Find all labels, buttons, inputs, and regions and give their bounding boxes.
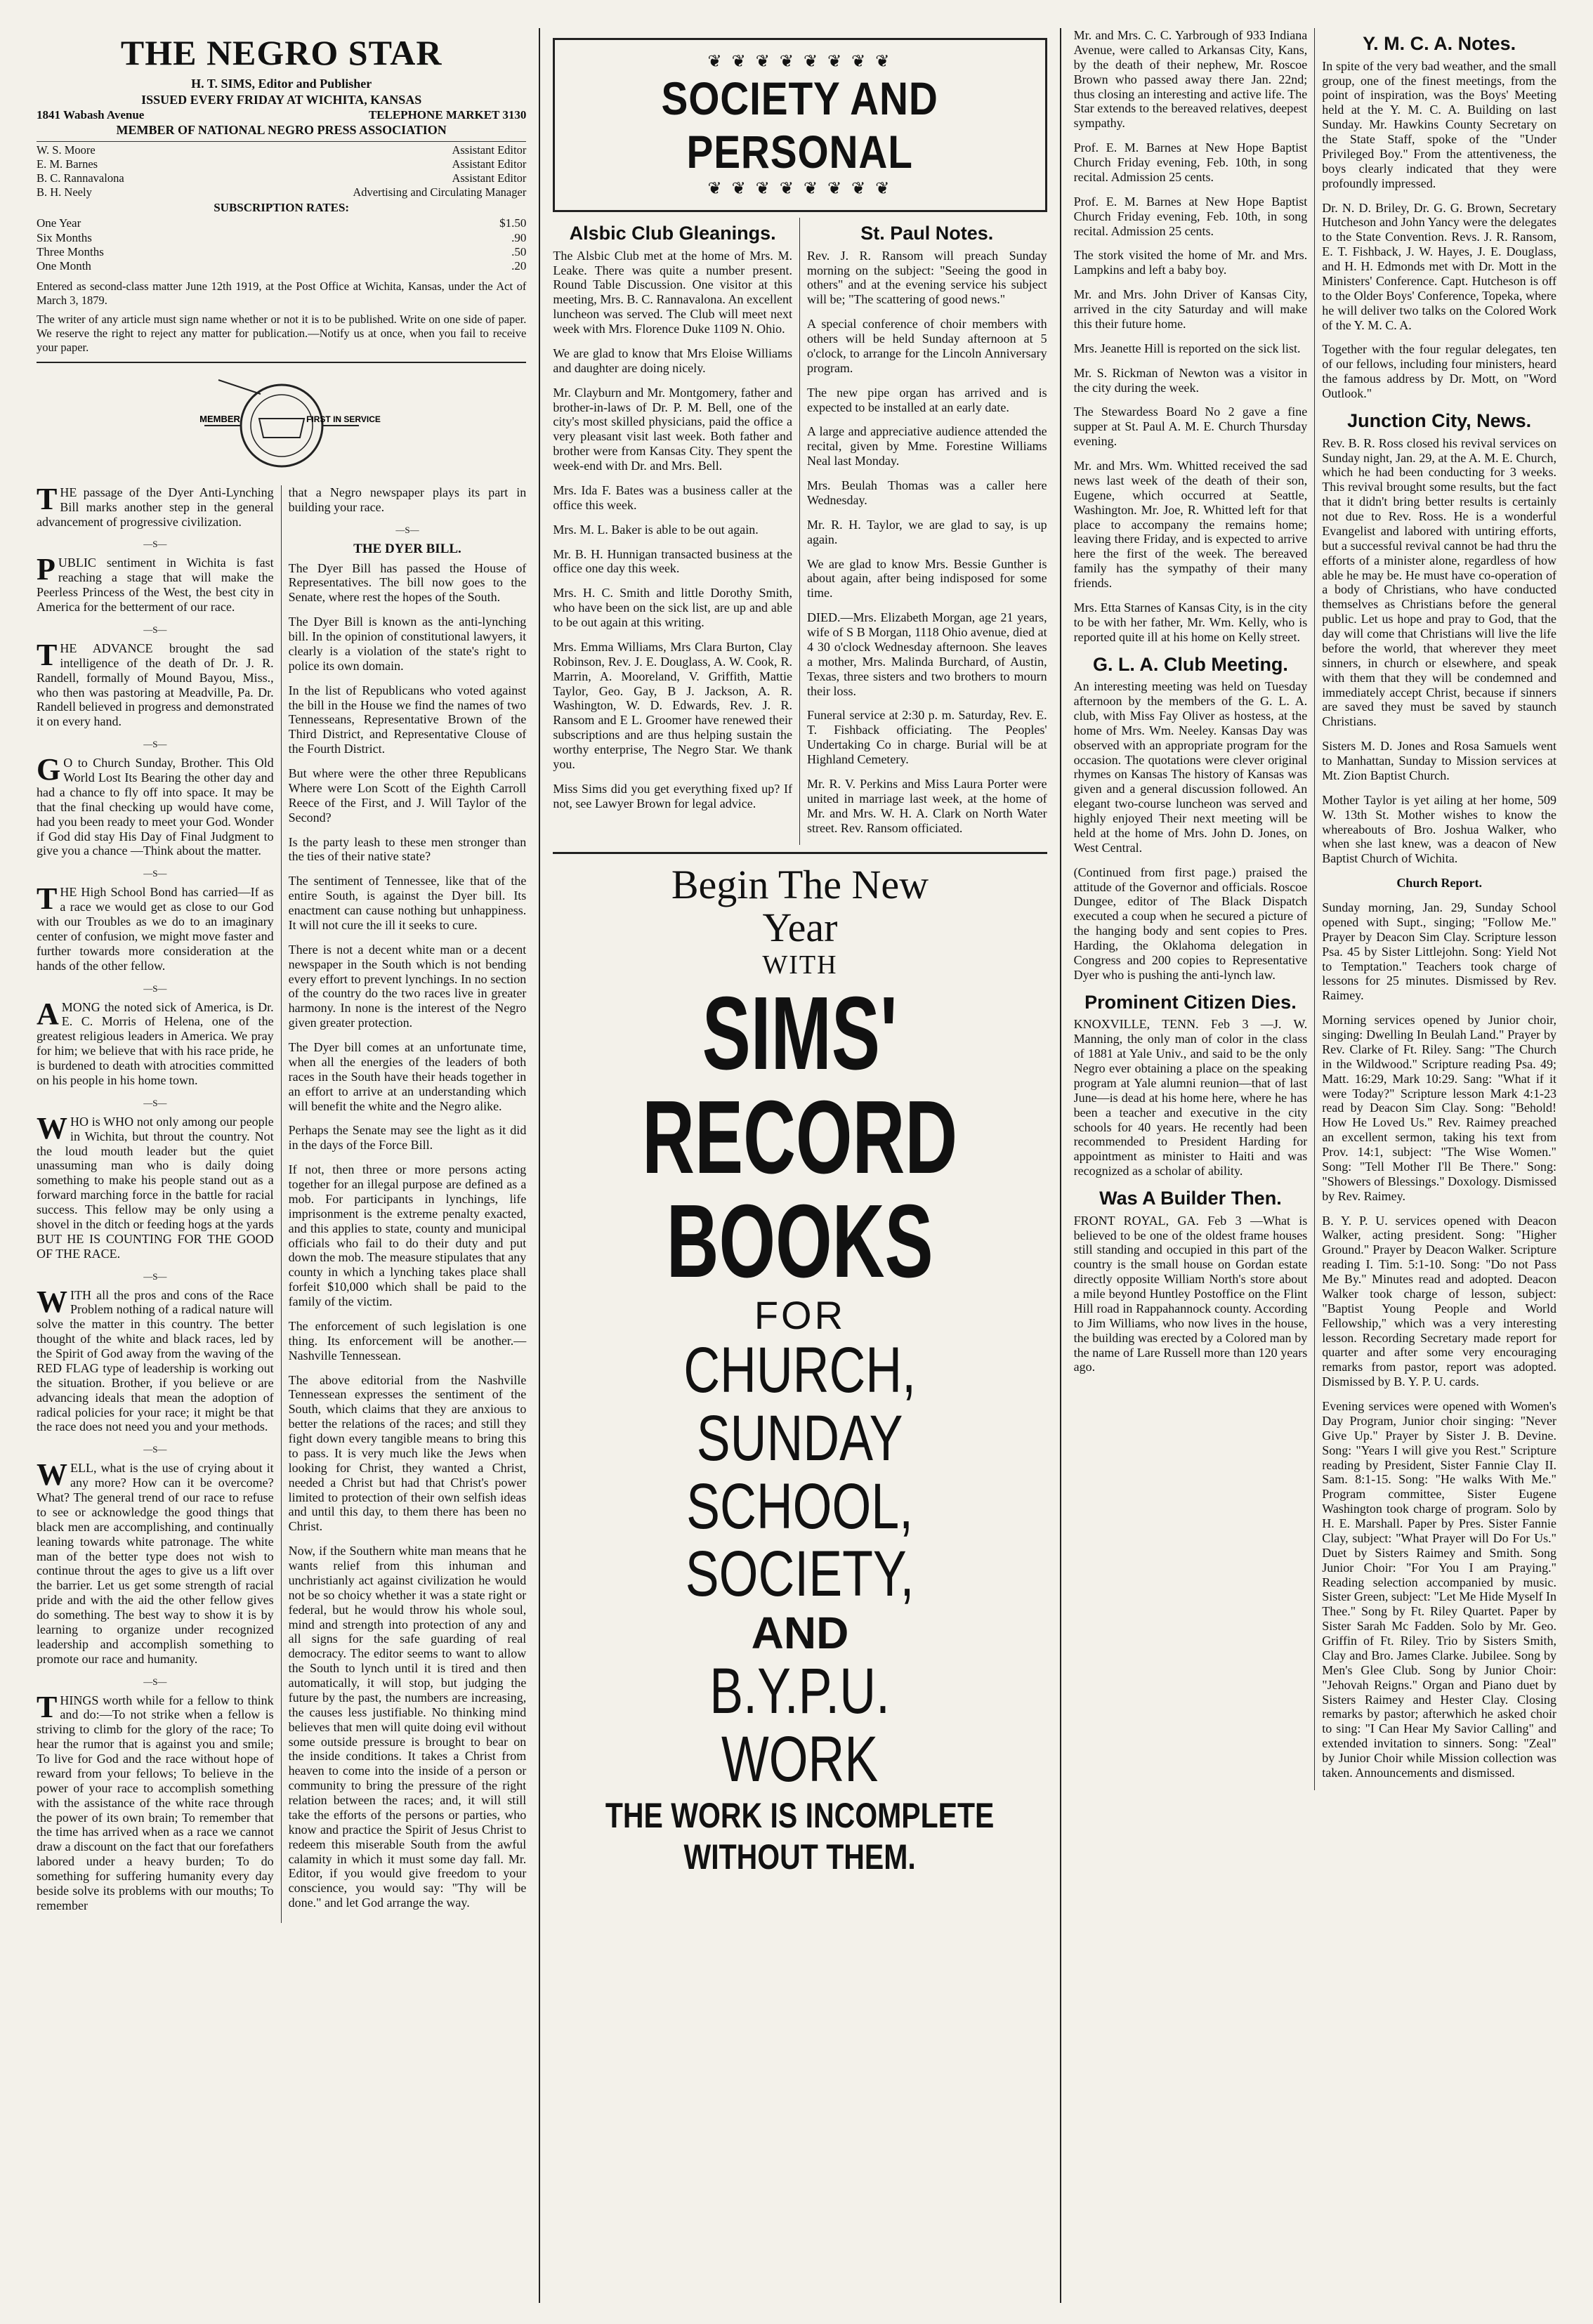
news-paragraph: Funeral service at 2:30 p. m. Saturday, Rev. E. T. Fishback officiating. The Peoples' Undertaking Co in charge. Burial will be at Highland Cemetery. — [806, 708, 1047, 767]
flourish-bottom: ❦ ❦ ❦ ❦ ❦ ❦ ❦ ❦ — [707, 180, 893, 198]
junction-heading: Junction City, News. — [1347, 409, 1532, 431]
news-paragraph: Morning services opened by Junior choir, singing: Dwelling In Beulah Land." Prayer by Rev. Clarke of Ft. Riley. Sang: "The Church in the Wildwood." Scripture reading Psa. 49; Matt. 16:29, Mark 10:29. Sang: "What if it were Today?" Scripture lesson Mark 4:1-23 read by Deacon Sim Clay. Song: "Behold! How He Loved Us." Rev. Raimey preached an excellent sermon, taking his text from Prov. 14:1, subject: "The Wise Women." Song: "Tell Mother I'll Be There." Song: "Showers of Blessings." Doxology. Dismissed by Rev. Raimey. — [1322, 1013, 1556, 1203]
separator: —S— — [143, 983, 167, 994]
personals-column — [1074, 28, 1316, 1790]
editorial-paragraph: THE High School Bond has carried—If as a race we would get as close to our God with our Troubles as we do to an imaginary center of confusion, we might move faster and further towards more consideration at the hands of the other fellow. — [37, 881, 274, 973]
editorial-paragraph: WITH all the pros and cons of the Race Problem nothing of a radical nature will solve the matter in this country. The better thought of the white and black races, led by the Spirit of God away from the waving of the RED FLAG type of leadership is working out the situation. Brother, if you believe or are advancing ideals that mean the adoption of radical policies for your race; it might be that the race does not need you and your methods. — [37, 1284, 274, 1434]
editorial-paragraph: WELL, what is the use of crying about it any more? How can it be overcome? What? The general trend of our race to refuse to see or acknowledge the good things that black men are accomplishing, and continually leaning towards white patronage. The white man of the better type does not wish to continue throut the ages to give us a lift over the barrier. Let us get some strength of racial pride and with the aid the other fellow gives do something. The best way to show it is by learning to organize under recognized leadership and accomplish something to promote our race and humanity. — [37, 1457, 274, 1666]
news-paragraph: Mother Taylor is yet ailing at her home, 509 W. 13th St. Mother wishes to know the whereabouts of Bro. Joshua Walker, who when she last knew, was a deacon of New Baptist Church of Wichita. — [1322, 792, 1556, 866]
ad-line: B.Y.P.U. — [709, 1655, 891, 1728]
separator: —S— — [143, 868, 167, 879]
ymca-heading: Y. M. C. A. Notes. — [1363, 33, 1516, 54]
editorial-paragraph: But where were the other three Republicans Where were Lon Scott of the Eighth Carroll Reece of the First, and J. Will Taylor of the Second? — [288, 766, 527, 825]
column-news — [1061, 28, 1569, 2303]
society-columns — [553, 218, 1047, 845]
rates-table — [37, 216, 526, 274]
editorial-paragraph: The Dyer Bill has passed the House of Representatives. The bill now goes to the Senate, where rest the hopes of the South. — [288, 560, 527, 605]
masthead-telephone: TELEPHONE MARKET 3130 — [368, 108, 527, 122]
editorial-paragraph: THINGS worth while for a fellow to think and do:—To not strike when a fellow is striving to climb for the glory of the race; To hear the rumor that is against you and smile; To live for God and the race without hope of reward from your fellows; To believe in the power of your race to accomplish something with the assistance of the white race through the power of its own brain; To remember that the time has arrived when as a race we cannot draw a discount on the fact that our forefathers labored under a heavy burden; To do something for suffering humanity every day beside solve its problems with our mouths; To remember — [37, 1689, 274, 1912]
ad-line: RECORD — [642, 1079, 958, 1195]
separator: —S— — [143, 539, 167, 550]
dyer-bill-heading: THE DYER BILL. — [353, 541, 461, 556]
news-paragraph: DIED.—Mrs. Elizabeth Morgan, age 21 years, wife of S B Morgan, 1118 Ohio avenue, died at 4 30 o'clock Wednesday afternoon. She leaves a mother, Mrs. Malinda Burchard, of Austin, Texas, three sisters and two brothers to mourn their loss. — [806, 610, 1047, 698]
ad-line: CHURCH, — [683, 1334, 917, 1407]
news-paragraph: Mrs. Etta Starnes of Kansas City, is in the city to be with her father, Mr. Wm. Kelly, who is reported quite ill at his home on Kelly street. — [1073, 600, 1308, 644]
ad-line: WITH — [762, 950, 838, 980]
editorial-paragraph: that a Negro newspaper plays its part in building your race. — [288, 485, 527, 514]
column-society — [539, 28, 1061, 2303]
staff-list — [37, 141, 526, 200]
rates-title: SUBSCRIPTION RATES: — [214, 201, 350, 215]
masthead-editor: H. T. SIMS, Editor and Publisher — [191, 77, 372, 91]
ad-line: WORK — [721, 1723, 879, 1795]
editorial-paragraph: AMONG the noted sick of America, is Dr. E. C. Morris of Helena, one of the greatest religious leaders in America. We pray for him; we believe that with his race pride, he is burdened to death with atrocities committed on his people in his home town. — [37, 996, 274, 1087]
ad-line: FOR — [754, 1292, 846, 1337]
ad-line: AND — [751, 1607, 849, 1658]
news-paragraph: The stork visited the home of Mr. and Mrs. Lampkins and left a baby boy. — [1073, 248, 1308, 277]
editorial-paragraph: The above editorial from the Nashville Tennessean expresses the sentiment of the South, which claims that they are anxious to better the relations of the races; and still they fight down every tangible means to bring this to pass. It is very much like the Jews when looking for Christ, they wanted a Christ, needed a Christ but had that Christ's power limited to protection of their own selfish ideas and until this day, to them there has been no Christ. — [288, 1372, 527, 1534]
stpaul-heading: St. Paul Notes. — [860, 223, 994, 244]
separator: —S— — [143, 739, 167, 750]
emblem-left-label: MEMBER — [199, 413, 240, 424]
ad-line: Year — [762, 905, 838, 951]
staff-row: B. C. Rannavalona Assistant Editor — [37, 171, 527, 185]
society-title: SOCIETY AND PERSONAL — [661, 72, 939, 178]
press-emblem — [37, 373, 526, 478]
ad-line: Begin The New — [671, 862, 929, 908]
news-paragraph: Mr. and Mrs. Wm. Whitted received the sad news last week of the death of their son, Eugene, which occurred at Seattle, Washington. Mr. Joe, R. Whitted left for that place to accompany the remains home; leaving there Friday, and is expected to arrive here the first of the week. The bereaved family has the sympathy of their many friends. — [1073, 459, 1308, 590]
masthead-address: 1841 Wabash Avenue — [37, 108, 145, 122]
news-paragraph: We are glad to know that Mrs Eloise Williams and daughter are doing nicely. — [553, 346, 792, 375]
builder-heading: Was A Builder Then. — [1099, 1188, 1282, 1209]
editorial-paragraph: The sentiment of Tennessee, like that of the entire South, is against the Dyer bill. Its enactment can cause nothing but unhappiness. It will not cure the ill it seeks to cure. — [288, 874, 527, 932]
news-paragraph: Mr. and Mrs. C. C. Yarbrough of 933 Indiana Avenue, were called to Arkansas City, Kans, by the death of their nephew, Mr. Roscoe Brown who passed away there Jan. 22nd; thus closing an interesting and active life. The Star extends to the bereaved relatives, deepest sympathy. — [1073, 28, 1308, 131]
masthead-contact — [37, 107, 526, 122]
continued-paragraph: (Continued from first page.) praised the attitude of the Governor and officials. Roscoe Dungee, editor of The Black Dispatch executed a coup when he secured a picture of the hanging body and sent copies to Pres. Harding, the Oklahoma delegation in Congress and 200 copies to Representative Dyer who is pushing the anti-lynch law. — [1073, 865, 1308, 982]
rate-row: One Month .20 — [37, 259, 527, 273]
staff-row: W. S. Moore Assistant Editor — [37, 143, 527, 157]
news-paragraph: Prof. E. M. Barnes at New Hope Baptist Church Friday evening, Feb. 10th, in song recital. Admission 25 cents. — [1073, 194, 1308, 238]
news-paragraph: Rev. B. R. Ross closed his revival services on Sunday night, Jan. 29, at the A. M. E. Church, which he had been conducting for 3 weeks. This revival brought some results, but the fact that it didn't bring better results is certainly not due to Rev. Ross. He is a wonderful Evangelist and labored with untiring efforts, but a successful revival cannot be had thru the efforts of a minister alone, regardless of how able he may be. He must have co-operation of a body of Christians, who have conducted themselves as Christians before the general public. Let us hope and pray to God, that the day will come that Christians will live the life before the world, that wherever they meet sinners, in church or elsewhere, and speak with them that they will be condemned and immediately accept Christ, because if sinners are saved they must be saved by staunch Christians. — [1322, 435, 1556, 729]
news-paragraph: Mrs. M. L. Baker is able to be out again. — [553, 522, 759, 537]
separator: —S— — [143, 1271, 167, 1282]
press-seal-icon — [176, 373, 387, 478]
news-paragraph: Mr. R. H. Taylor, we are glad to say, is up again. — [806, 517, 1047, 546]
staff-row: B. H. Neely Advertising and Circulating Manager — [37, 185, 527, 199]
rate-row: Six Months .90 — [37, 230, 527, 244]
news-paragraph: We are glad to know Mrs. Bessie Gunther is about again, after being indisposed for some time. — [806, 556, 1047, 600]
separator: —S— — [143, 1444, 167, 1455]
news-paragraph: Mrs. Beulah Thomas was a caller here Wednesday. — [806, 478, 1047, 507]
news-paragraph: Together with the four regular delegates, ten of our fellows, including four ministers, heard the famous address by Dr. Mott, on "Word Outlook." — [1322, 342, 1556, 401]
masthead-member: MEMBER OF NATIONAL NEGRO PRESS ASSOCIATION — [116, 123, 447, 138]
separator: —S— — [395, 524, 419, 535]
rate-row: One Year $1.50 — [37, 216, 527, 230]
record-books-advertisement — [553, 852, 1047, 1875]
church-report-heading: Church Report. — [1396, 876, 1482, 891]
ad-line: WITHOUT THEM. — [683, 1837, 917, 1877]
rate-row: Three Months .50 — [37, 245, 527, 259]
alsbic-heading: Alsbic Club Gleanings. — [569, 223, 776, 244]
news-columns — [1074, 28, 1556, 1790]
ad-line: SOCIETY, — [686, 1538, 914, 1610]
news-paragraph: A special conference of choir members with others will be held Sunday afternoon at 5 o'clock, to arrange for the Lincoln Anniversary program. — [806, 317, 1047, 375]
editorial-paragraph: PUBLIC sentiment in Wichita is fast reaching a stage that will make the Peerless Princess of the West, the best city in America for the betterment of our race. — [37, 552, 274, 615]
editorial-right — [282, 485, 527, 1923]
notice-writer: The writer of any article must sign name whether or not it is to be published. Write on one side of paper. We reserve the right to reject any matter for publication.—Notify us at once, when you fail to receive your paper. — [37, 313, 527, 354]
news-paragraph: Mrs. Ida F. Bates was a business caller at the office this week. — [553, 482, 792, 512]
stpaul-column — [800, 218, 1047, 845]
editorial-left — [37, 481, 282, 1923]
news-paragraph: B. Y. P. U. services opened with Deacon Walker, acting president. Song: "Higher Ground." Prayer by Deacon Walker. Scripture reading I. Tim. 5:1-10. Song: "Do not Pass Me By." Minutes read and adopted. Deacon Walker took charge of lesson, subject: "Baptist Young People and World Fellowship," which was a very interesting lesson. Recording Secretary made report for quarter and after some very encouraging remarks from pastor, report was adopted. Dismissed by B. Y. P. U. cards. — [1322, 1213, 1556, 1389]
news-paragraph: Mr. and Mrs. John Driver of Kansas City, arrived in the city Saturday and will make this their future home. — [1073, 287, 1308, 331]
column-editorial — [24, 28, 539, 2303]
masthead-issued: ISSUED EVERY FRIDAY AT WICHITA, KANSAS — [141, 92, 422, 107]
news-paragraph: In spite of the very bad weather, and the small group, one of the finest meetings, from the point of inspiration, was the Boys' Meeting held at the Y. M. C. A. Building on last Sunday. Mr. Hawkins County Secretary on the State Staff, spoke of the "Under Privileged Boy." From the attentiveness, the boys clearly indicated that they were profoundly impressed. — [1322, 58, 1556, 190]
editorial-paragraph: THE passage of the Dyer Anti-Lynching Bill marks another step in the general advancement of progressive civilization. — [37, 481, 274, 529]
news-paragraph: FRONT ROYAL, GA. Feb 3 —What is believed to be one of the oldest frame houses still standing and occupied in this part of the country is the small house on Gordan estate directly opposite William North's store about a mile beyond Huntley Postoffice on the Flint Hill road in Rappahannock county. According to Jim Williams, who now lives in the house, the building was erected by a Colored man by the name of Lare Russell more than 120 years ago. — [1073, 1213, 1308, 1374]
editorial-paragraph: In the list of Republicans who voted against the bill in the House we find the names of two Tennesseans, Representative Brown of the Third District, and Representative Clouse of the Fourth District. — [288, 683, 527, 756]
divider — [37, 362, 526, 363]
news-paragraph: The Stewardess Board No 2 gave a fine supper at St. Paul A. M. E. Church Thursday evening. — [1073, 405, 1308, 449]
news-paragraph: Mrs. Emma Williams, Mrs Clara Burton, Clay Robinson, Rev. J. E. Douglass, A. W. Cook, R. Marrin, A. Mooreland, V. Griffith, Mattie Taylor, Geo. Gay, B J. Jackson, A. R. Washington, W. D. Edwards, Rev. J. R. Ransom and E L. Groomer have renewed their subscriptions and are thus helping sustain the worthy enterprise, The Negro Star. We thank you. — [553, 639, 792, 771]
editorial-paragraph: If not, then three or more persons acting together for an illegal purpose are defined as a mob. For participants in lynchings, life imprisonment is the extreme penalty exacted, and this applies to state, county and municipal officials who fail to do their duty and put down the mob. The measure stipulates that any county in which a lynching takes place shall forfeit $10,000 which shall be paid to the family of the victim. — [288, 1162, 527, 1309]
ad-line: SCHOOL, — [686, 1470, 914, 1542]
separator: —S— — [143, 1676, 167, 1687]
masthead-title: THE NEGRO STAR — [120, 33, 442, 72]
emblem-right-label: FIRST IN SERVICE — [306, 414, 381, 424]
news-paragraph: Sunday morning, Jan. 29, Sunday School opened with Supt., singing; "Follow Me." Prayer by Deacon Sim Clay. Scripture lesson Psa. 45 by Sister Littlejohn. Song: Yield Not to Temptation." Teachers took charge of lessons for 25 minutes. Dismissed by Rev. Raimey. — [1322, 900, 1556, 1003]
editorial-paragraph: THE ADVANCE brought the sad intelligence of the death of Dr. J. R. Randell, formally of Mound Bayou, Miss., who then was pastoring at Meadville, Pa. Dr. Randell believed in progress and demonstrated it on every hand. — [37, 637, 274, 729]
news-paragraph: The new pipe organ has arrived and is expected to be installed at an early date. — [806, 385, 1047, 414]
editorial-paragraph: WHO is WHO not only among our people in Wichita, but throut the country. Not the loud mouth leader but the quiet unassuming man who is daily doing something to make his people stand out as a forward marching force in the battle for racial success. This fellow may be only using a shovel in the ditch or feeding hogs at the yards BUT HE IS COUNTING FOR THE GOOD OF THE RACE. — [37, 1110, 274, 1261]
news-paragraph: Sisters M. D. Jones and Rosa Samuels went to Manhattan, Sunday to Mission services at Mt. Zion Baptist Church. — [1322, 739, 1556, 782]
ad-line: BOOKS — [667, 1183, 933, 1299]
ymca-column — [1315, 28, 1556, 1790]
staff-row: E. M. Barnes Assistant Editor — [37, 157, 527, 171]
editorial-paragraph: Perhaps the Senate may see the light as it did in the days of the Force Bill. — [288, 1123, 527, 1153]
alsbic-column — [553, 218, 800, 845]
separator: —S— — [143, 1097, 167, 1108]
news-paragraph: Miss Sims did you get everything fixed up? If not, see Lawyer Brown for legal advice. — [553, 781, 792, 810]
news-paragraph: The Alsbic Club met at the home of Mrs. M. Leake. There was quite a number present. Round Table Discussion. One visitor at this meeting, Mrs. B. C. Rannavalona. An excellent luncheon was served. The Club will meet next week with Mrs. Florence Duke 1109 N. Ohio. — [553, 248, 792, 336]
society-banner — [553, 38, 1047, 212]
news-paragraph: An interesting meeting was held on Tuesday afternoon by the members of the G. L. A. club, with Miss Fay Oliver as hostess, at the home of Mrs. Wm. Neeley. Kansas Day was observed with an appropriate program for the occasion. The quotations were clever original rhymes on Kansas The history of Kansas was given and a general discussion followed. An elegant two-course luncheon was served and highly enjoyed Their next meeting will be held at the home of Mrs. John D. Jones, on West Central. — [1073, 679, 1308, 855]
editorial-paragraph: Now, if the Southern white man means that he wants relief from this inhuman and unchristianly act against civilization he would not be so choicy whether it was a state right or federal, but he would throw his whole soul, mind and strength into protection of any and all signs for the safe guarding of real democracy. The editor seems to want to allow the South to lynch until it is tired and then automatically, it will stop, but judging the future by the past, the numbers are increasing, the causes less justifiable. No thinking mind believes that men will quite doing evil without some outside pressure is brought to bear on the inside conditions. It takes a Christ from heaven to come into the inside of a person or community to bring the pressure of the right relation between the races; and, it will still take the efforts of the persons or parties, who know and practice the Spirit of Jesus Christ to redeem this miserable South from the awful calamity in which it must some day fall. Mr. Editor, if you would give freedom to your conscience, you would say: "Thy will be done." and let God arrange the way. — [288, 1544, 527, 1910]
news-paragraph: KNOXVILLE, TENN. Feb 3 —J. W. Manning, the only man of color in the class of 1881 at Yale Univ., and said to be the only Negro ever obtaining a place on the speaking program at Yale alumni reunion—that of last June—is dead at his home here, where he has been a teacher and executive in the city schools for 40 years. He recently had been recommended to President Harding for appointment as minister to Haiti and was recognized as a scholar of ability. — [1073, 1017, 1308, 1179]
news-paragraph: Rev. J. R. Ransom will preach Sunday morning on the subject: "Seeing the good in others" and at the evening service his subject will be; "The scattering of good news." — [806, 248, 1047, 307]
flourish-top: ❦ ❦ ❦ ❦ ❦ ❦ ❦ ❦ — [707, 53, 893, 71]
citizen-heading: Prominent Citizen Dies. — [1084, 991, 1297, 1013]
news-paragraph: Mrs. H. C. Smith and little Dorothy Smith, who have been on the sick list, are up and able to be out again at this writing. — [553, 586, 792, 630]
news-paragraph: Prof. E. M. Barnes at New Hope Baptist Church Friday evening, Feb. 10th, in song recital. Admission 25 cents. — [1073, 140, 1308, 184]
news-paragraph: Mr. S. Rickman of Newton was a visitor in the city during the week. — [1073, 365, 1308, 395]
news-paragraph: Dr. N. D. Briley, Dr. G. G. Brown, Secretary Hutcheson and John Yancy were the delegates to the State Convention. Revs. J. R. Ransom, E. T. Fishback, J. W. Hayes, J. E. Douglass, and H. H. Edmonds met with Dr. Mott in the Ministers' Conference. Capt. Hutcheson is off to the Older Boys' Conference, Topeka, where he will deliver two talks on the Colored Work of the Y. M. C. A. — [1322, 200, 1556, 332]
editorial-paragraph: The Dyer bill comes at an unfortunate time, when all the energies of the leaders of both races in the South have their heads together in an effort to arrive at an understanding which will benefit the white and the Negro alike. — [288, 1040, 527, 1113]
ad-line: THE WORK IS INCOMPLETE — [605, 1796, 995, 1836]
separator: —S— — [143, 624, 167, 635]
notice-entered: Entered as second-class matter June 12th 1919, at the Post Office at Wichita, Kansas, under the Act of March 3, 1879. — [37, 279, 527, 307]
editorial-paragraph: The Dyer Bill is known as the anti-lynching bill. In the opinion of constitutional lawyers, it clearly is a violation of the state's right to police its own domain. — [288, 615, 527, 673]
editorial-columns — [37, 481, 527, 1923]
editorial-paragraph: GO to Church Sunday, Brother. This Old World Lost Its Bearing the other day and had a chance to fly off into space. It may be that the final checking up would have come, had you been ready to meet your God. Wonder if God did stay His Day of Final Judgment to give you a chance —Think about the matter. — [37, 752, 274, 858]
news-paragraph: Mr. Clayburn and Mr. Montgomery, father and brother-in-laws of Dr. P. M. Bell, one of the city's most skilled physicians, paid the office a very pleasant visit last week. Both father and brother were from Kansas City. They spent the week-end with Dr. and Mrs. Bell. — [553, 385, 792, 473]
editorial-paragraph: There is not a decent white man or a decent newspaper in the South which is not bending every effort to prevent lynchings. In no section of the country do the two races live in greater harmony. In none is the interest of the Negro given greater protection. — [288, 942, 527, 1030]
ad-line: SIMS' — [702, 975, 898, 1091]
ad-line: SUNDAY — [697, 1403, 903, 1474]
editorial-paragraph: The enforcement of such legislation is one thing. Its enforcement will be another.—Nashville Tennessean. — [288, 1318, 527, 1363]
news-paragraph: Mrs. Jeanette Hill is reported on the sick list. — [1073, 341, 1301, 355]
news-paragraph: Mr. R. V. Perkins and Miss Laura Porter were united in marriage last week, at the home of Mr. and Mrs. W. H. A. Clark on North Water street. Rev. Ransom officiated. — [806, 776, 1047, 835]
gla-heading: G. L. A. Club Meeting. — [1092, 653, 1288, 675]
news-paragraph: A large and appreciative audience attended the recital, given by Mme. Forestine Williams Neal last Monday. — [806, 424, 1047, 468]
news-paragraph: Evening services were opened with Women's Day Program, Junior choir singing: "Never Give Up." Prayer by Sister J. B. Devine. Song: "Years I will give you Rest." Scripture reading by President, Sister Fannie Clay II. Sam. 8:1-15. Song: "He walks With Me." Program committee, Sister Eugene Washington took charge of program. Solo by H. E. Marshall. Paper by Pres. Sister Fannie Clay, subject: "What Prayer will Do For Us." Duet by Sisters Raimey and Smith. Song Junior Choir: "For You I am Praying." Reading selection accompanied by music. Sister Green, subject: "Let Me Hide Myself In Thee." Song by Ft. Riley Quartet. Paper by Sister Sarah Mc Fadden. Solo by Mr. Geo. Griffin of Ft. Riley. Trio by Sisters Smith, Clay and Bro. James Clarke. Jubilee. Song by Men's Glee Club. Song by Junior Choir: "Jehovah Reigns." Organ and Piano duet by Sisters Raimey and Hester Clay. Closing remarks by pastor; afterwhich he asked choir to sing: "I Can Hear My Savior Calling" and extended invitation to sinners. Song: "Zeal" by Junior Choir while Mission collection was taken. Announcements and dismissed. — [1322, 1399, 1556, 1780]
news-paragraph: Mr. B. H. Hunnigan transacted business at the office one day this week. — [553, 546, 792, 576]
editorial-paragraph: Is the party leash to these men stronger than the ties of their native state? — [288, 834, 527, 864]
